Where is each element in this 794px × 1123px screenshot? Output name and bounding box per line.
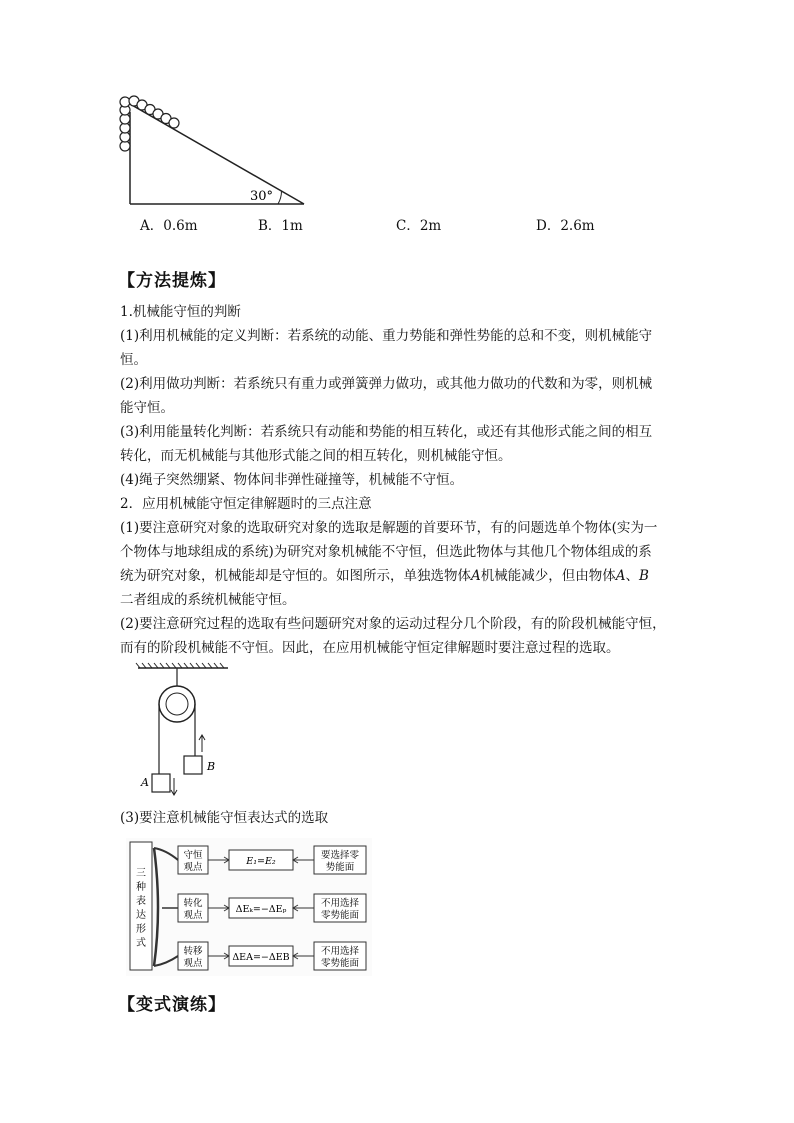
object-b-ref: B bbox=[639, 568, 649, 584]
note-conversion-l1: 不用选择 bbox=[320, 898, 360, 909]
view-transfer-l1: 转移 bbox=[183, 946, 203, 957]
note-transfer-l2: 零势能面 bbox=[320, 958, 360, 969]
view-conservation-l2: 观点 bbox=[183, 862, 203, 873]
method-line: 二者组成的系统机械能守恒。 bbox=[120, 592, 296, 608]
left-label-char: 达 bbox=[136, 910, 146, 921]
method-line: 恒。 bbox=[120, 352, 147, 368]
section-heading-method: 【方法提炼】 bbox=[118, 271, 226, 291]
method-line: (3)利用能量转化判断：若系统只有动能和势能的相互转化，或还有其他形式能之间的相互 bbox=[120, 424, 653, 440]
method-line: 2．应用机械能守恒定律解题时的三点注意 bbox=[120, 496, 372, 512]
method-line-part: 、 bbox=[625, 568, 639, 584]
method-line: 个物体与地球组成的系统)为研究对象机械能不守恒，但选此物体与其他几个物体组成的系 bbox=[120, 544, 652, 560]
left-label-char: 表 bbox=[136, 896, 146, 907]
method-line: 转化，而无机械能与其他形式能之间的相互转化，则机械能守恒。 bbox=[120, 448, 512, 464]
method-line: (2)利用做功判断：若系统只有重力或弹簧弹力做功，或其他力做功的代数和为零，则机械 bbox=[120, 376, 653, 392]
view-conservation-l1: 守恒 bbox=[183, 850, 203, 861]
section-heading-variant: 【变式演练】 bbox=[118, 995, 226, 1015]
choice-c: C．2m bbox=[396, 218, 442, 234]
method-line: (4)绳子突然绷紧、物体间非弹性碰撞等，机械能不守恒。 bbox=[120, 472, 464, 488]
left-label-char: 形 bbox=[136, 924, 146, 935]
method-line-part: 机械能减少，但由物体 bbox=[480, 568, 616, 584]
method-line: (1)利用机械能的定义判断：若系统的动能、重力势能和弹性势能的总和不变，则机械能守 bbox=[120, 328, 653, 344]
method-line: (1)要注意研究对象的选取研究对象的选取是解题的首要环节，有的问题选单个物体(实为一 bbox=[120, 520, 658, 536]
method-line: 1.机械能守恒的判断 bbox=[120, 304, 241, 320]
view-conversion-l2: 观点 bbox=[183, 910, 203, 921]
formula-conversion: ΔEₖ=−ΔEₚ bbox=[235, 904, 287, 915]
formula-transfer: ΔEA=−ΔEB bbox=[232, 952, 290, 963]
left-label-char: 式 bbox=[136, 938, 146, 949]
incline-figure bbox=[112, 92, 312, 210]
left-label-char: 种 bbox=[136, 882, 146, 893]
method-line bbox=[120, 564, 649, 588]
note-transfer-l1: 不用选择 bbox=[320, 946, 360, 957]
view-conversion-l1: 转化 bbox=[183, 898, 203, 909]
pulley-label-a: A bbox=[141, 776, 149, 789]
pulley-label-b: B bbox=[207, 760, 216, 773]
expression-forms-diagram bbox=[126, 838, 372, 976]
method-line: 能守恒。 bbox=[120, 400, 174, 416]
note-conservation-l2: 势能面 bbox=[325, 862, 355, 873]
pulley-figure bbox=[128, 660, 238, 800]
left-label-char: 三 bbox=[136, 868, 146, 879]
choice-b: B．1m bbox=[258, 218, 303, 234]
incline-angle-label: 30° bbox=[250, 189, 274, 204]
choice-d: D．2.6m bbox=[536, 218, 595, 234]
note-3: (3)要注意机械能守恒表达式的选取 bbox=[120, 810, 329, 826]
note-conservation-l1: 要选择零 bbox=[320, 850, 360, 861]
method-line: (2)要注意研究过程的选取有些问题研究对象的运动过程分几个阶段，有的阶段机械能守恒， bbox=[120, 616, 666, 632]
formula-conservation: E₁=E₂ bbox=[246, 856, 276, 867]
choice-a: A．0.6m bbox=[140, 218, 198, 234]
method-line-part: 统为研究对象，机械能却是守恒的。如图所示，单独选物体 bbox=[120, 568, 471, 584]
object-a-ref: A bbox=[615, 568, 626, 584]
view-transfer-l2: 观点 bbox=[183, 958, 203, 969]
method-line: 而有的阶段机械能不守恒。因此，在应用机械能守恒定律解题时要注意过程的选取。 bbox=[120, 640, 620, 656]
object-a-ref: A bbox=[471, 568, 481, 584]
note-conversion-l2: 零势能面 bbox=[320, 910, 360, 921]
